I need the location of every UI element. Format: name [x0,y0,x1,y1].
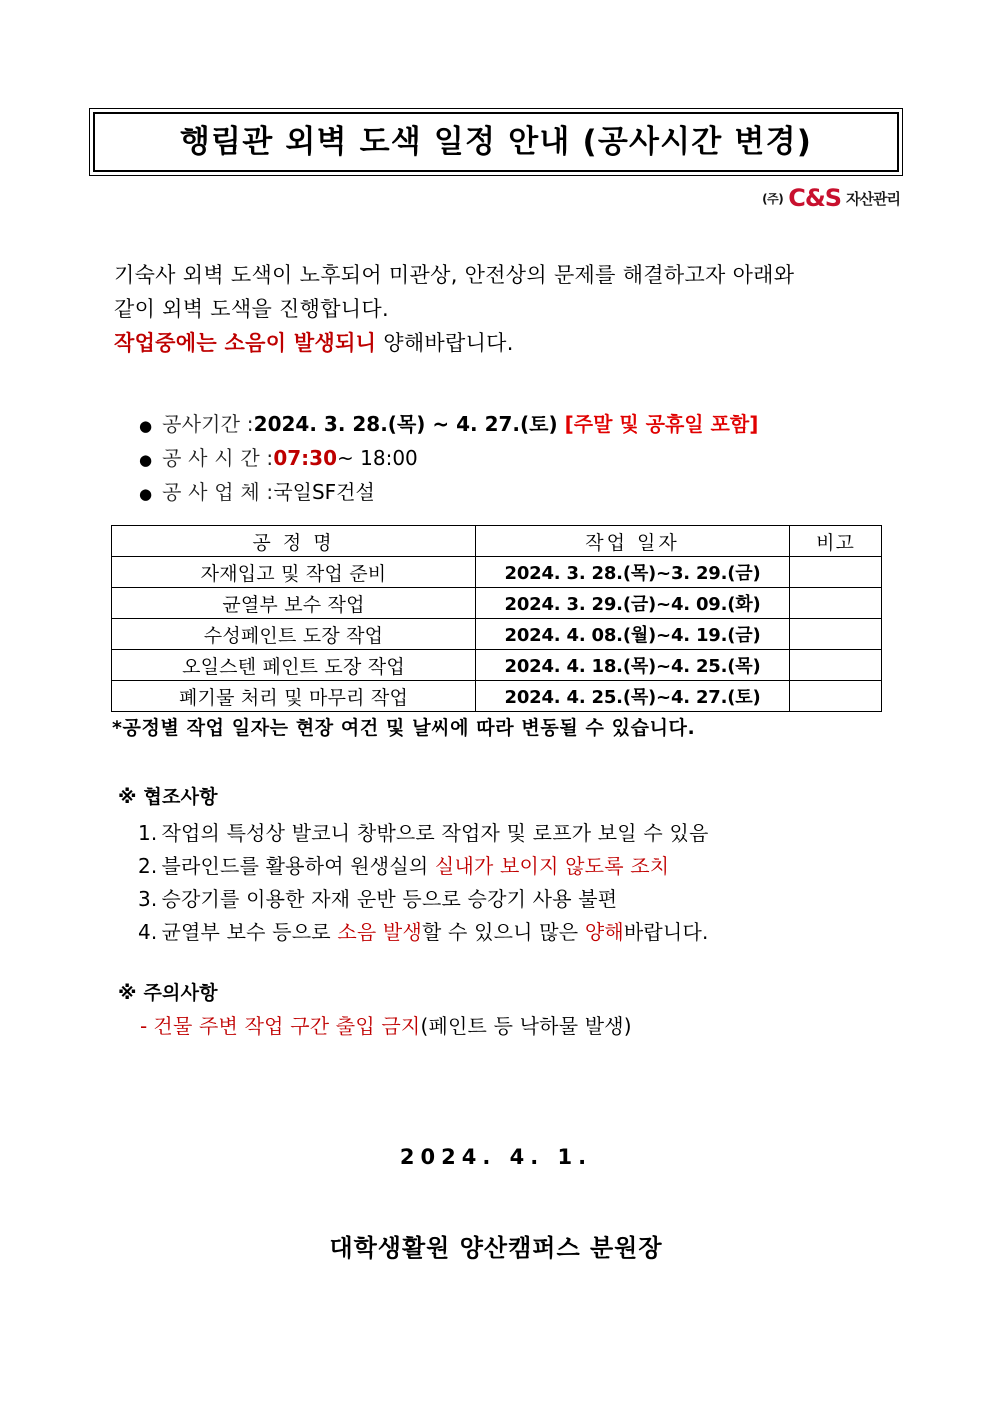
bullet-dot-icon: ● [139,417,153,435]
list-item-text-pre: 블라인드를 활용하여 원생실의 [161,854,435,878]
list-item [138,817,898,850]
cell-note [790,619,882,650]
bullet-dot-icon: ● [139,485,153,503]
list-item-text: 승강기를 이용한 자재 운반 등으로 승강기 사용 불편 [161,887,618,911]
intro-emphasis-text: 작업중에는 소음이 발생되니 [114,331,377,355]
table-row [112,619,882,650]
list-item-text-highlight: 건물 주변 작업 구간 출입 금지 [153,1014,421,1038]
list-item [138,883,898,916]
table-header-note: 비고 [790,526,882,557]
cell-process: 자재입고 및 작업 준비 [112,557,476,588]
intro-line-3-rest: 양해바랍니다. [376,331,514,355]
list-item-number: 3. [138,887,158,911]
caution-list [140,1010,900,1043]
cell-process: 수성페인트 도장 작업 [112,619,476,650]
list-item-text: 작업의 특성상 발코니 창밖으로 작업자 및 로프가 보일 수 있음 [161,821,709,845]
intro-line-3 [114,326,904,360]
table-row [112,650,882,681]
logo-suffix-text: 자산관리 [846,189,900,208]
list-item-text-pre: 균열부 보수 등으로 [161,920,338,944]
table-header-row [112,526,882,557]
cell-note [790,650,882,681]
table-row [112,681,882,712]
list-item [138,850,898,883]
bullet-label-period: 공사기간 : [162,412,254,436]
list-item-number: 1. [138,821,158,845]
list-item-text-post: 바랍니다. [623,920,709,944]
bullet-value-hours-start: 07:30 [273,446,338,470]
bullet-value-contractor: 국일SF건설 [273,480,375,504]
cell-process: 균열부 보수 작업 [112,588,476,619]
cell-note [790,681,882,712]
list-item-text-highlight-2: 양해 [584,920,624,944]
list-item-text-mid: 할 수 있으니 많은 [421,920,585,944]
list-item [138,916,898,949]
bullet-item-period [139,408,899,442]
table-row [112,557,882,588]
bullet-item-hours [139,442,899,476]
intro-line-2: 같이 외벽 도색을 진행합니다. [114,297,389,321]
cell-process: 오일스텐 페인트 도장 작업 [112,650,476,681]
cooperation-heading: ※ 협조사항 [118,786,218,808]
footer-signature: 대학생활원 양산캠퍼스 분원장 [329,1234,663,1262]
cell-date: 2024. 3. 29.(금)~4. 09.(화) [476,588,790,619]
caution-heading: ※ 주의사항 [118,982,218,1004]
cell-date: 2024. 4. 25.(목)~4. 27.(토) [476,681,790,712]
bullet-value-period: 2024. 3. 28.(목) ~ 4. 27.(토) [253,412,558,436]
page-title: 행림관 외벽 도색 일정 안내 (공사시간 변경) [179,123,813,160]
bullet-label-hours: 공 사 시 간 : [162,446,274,470]
footer-date: 2024. 4. 1. [399,1145,593,1169]
table-footnote: *공정별 작업 일자는 현장 여건 및 날씨에 따라 변동될 수 있습니다. [112,717,696,739]
list-item [140,1010,900,1043]
list-item-text-highlight: 실내가 보이지 않도록 조치 [434,854,670,878]
cell-note [790,557,882,588]
cell-process: 폐기물 처리 및 마무리 작업 [112,681,476,712]
cell-date: 2024. 3. 28.(목)~3. 29.(금) [476,557,790,588]
title-box [89,108,903,176]
intro-line-1: 기숙사 외벽 도색이 노후되어 미관상, 안전상의 문제를 해결하고자 아래와 [114,263,795,287]
cell-date: 2024. 4. 08.(월)~4. 19.(금) [476,619,790,650]
table-row [112,588,882,619]
info-bullet-list [139,408,899,510]
intro-paragraph [114,258,904,360]
logo-prefix-text: (주) [762,191,784,206]
bullet-value-hours-end: ~ 18:00 [337,446,418,470]
schedule-table [111,525,882,712]
cell-date: 2024. 4. 18.(목)~4. 25.(목) [476,650,790,681]
title-box-inner [93,112,899,172]
company-logo [762,186,900,210]
cell-note [790,588,882,619]
list-item-dash: - [140,1014,148,1038]
list-item-text-post: (페인트 등 낙하물 발생) [420,1014,632,1038]
table-header-date: 작업 일자 [476,526,790,557]
list-item-number: 2. [138,854,158,878]
logo-mark-text: C&S [788,184,842,212]
cooperation-list [138,817,898,949]
bullet-item-contractor [139,476,899,510]
list-item-number: 4. [138,920,158,944]
table-header-process: 공 정 명 [112,526,476,557]
list-item-text-highlight: 소음 발생 [337,920,422,944]
bullet-note-period: [주말 및 공휴일 포함] [564,412,759,436]
bullet-dot-icon: ● [139,451,153,469]
bullet-label-contractor: 공 사 업 체 : [162,480,274,504]
